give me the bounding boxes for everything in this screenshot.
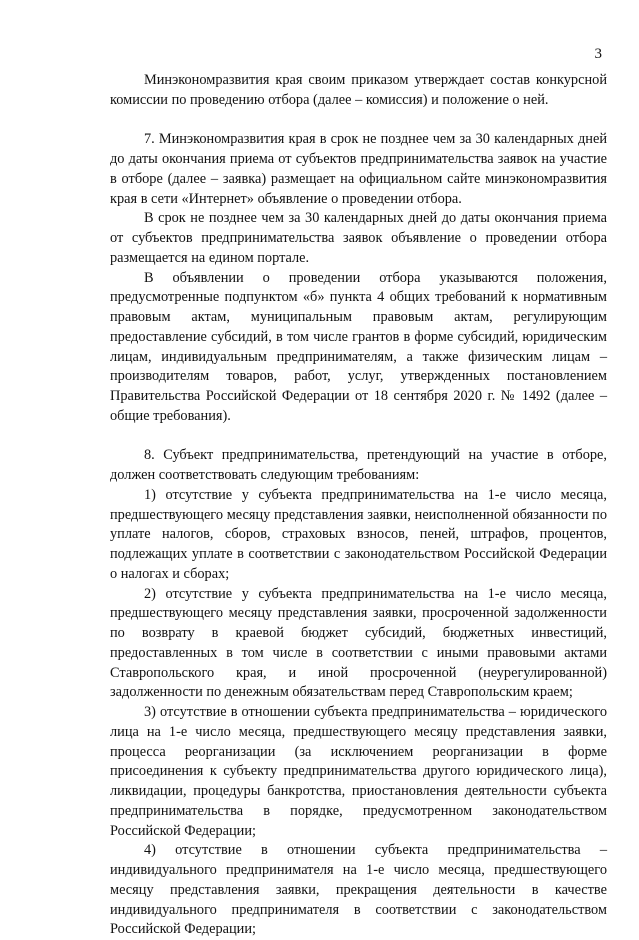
paragraph-requirement-1: 1) отсутствие у субъекта предпринимательства на 1-е число месяца, предшествующего месяцу представления заявки, неисполненной обязанности по уплате налогов, сборов, страховых взносов, пеней, штрафов, процентов, подлежащих уплате в соответствии с законодательством Российской Федерации о налогах и сборах; [110, 486, 607, 582]
paragraph-gap [110, 111, 607, 131]
paragraph-requirement-2: 2) отсутствие у субъекта предпринимательства на 1-е число месяца, предшествующего месяцу представления заявки, просроченной задолженности по возврату в краевой бюджет субсидий, бюджетных инвестиций, предоставленных в том числе в соответствии с иными правовыми актами Ставропольского края, и иной просроченной (неурегулированной) задолженности по денежным обязательствам перед Ставропольским краем; [110, 585, 607, 701]
paragraph-requirement-4: 4) отсутствие в отношении субъекта предпринимательства – индивидуального предпринимателя на 1-е число месяца, предшествующего месяцу представления заявки, прекращения деятельности в качестве индивидуального предпринимателя в соответствии с законодательством Российской Федерации; [110, 842, 607, 938]
paragraph-commission: Минэкономразвития края своим приказом утверждает состав конкурсной комиссии по проведению отбора (далее – комиссия) и положение о ней. [110, 72, 607, 108]
document-body [110, 71, 607, 940]
paragraph-gap [110, 427, 607, 447]
page-number: 3 [594, 46, 602, 62]
paragraph-item-7: 7. Минэкономразвития края в срок не позднее чем за 30 календарных дней до даты окончания приема от субъектов предпринимательства заявок на участие в отборе (далее – заявка) размещает на официальном сайте минэкономразвития края в сети «Интернет» объявление о проведении отбора. [110, 131, 607, 207]
paragraph-item-8: 8. Субъект предпринимательства, претендующий на участие в отборе, должен соответствовать следующим требованиям: [110, 447, 607, 483]
paragraph-portal: В срок не позднее чем за 30 календарных дней до даты окончания приема от субъектов предпринимательства заявок объявление о проведении отбора размещается на едином портале. [110, 210, 607, 266]
paragraph-requirement-3: 3) отсутствие в отношении субъекта предпринимательства – юридического лица на 1-е число месяца, предшествующего месяцу представления заявки, процесса реорганизации (за исключением реорганизации в форме присоединения к субъекту предпринимательства другого юридического лица), ликвидации, процедуры банкротства, приостановления деятельности субъекта предпринимательства в порядке, предусмотренном законодательством Российской Федерации; [110, 704, 607, 839]
paragraph-announcement: В объявлении о проведении отбора указываются положения, предусмотренные подпунктом «б» пункта 4 общих требований к нормативным правовым актам, муниципальным правовым актам, регулирующим предоставление субсидий, в том числе грантов в форме субсидий, юридическим лицам, индивидуальным предпринимателям, а также физическим лицам – производителям товаров, работ, услуг, утвержденных постановлением Правительства Российской Федерации от 18 сентября 2020 г. № 1492 (далее – общие требования). [110, 269, 607, 424]
